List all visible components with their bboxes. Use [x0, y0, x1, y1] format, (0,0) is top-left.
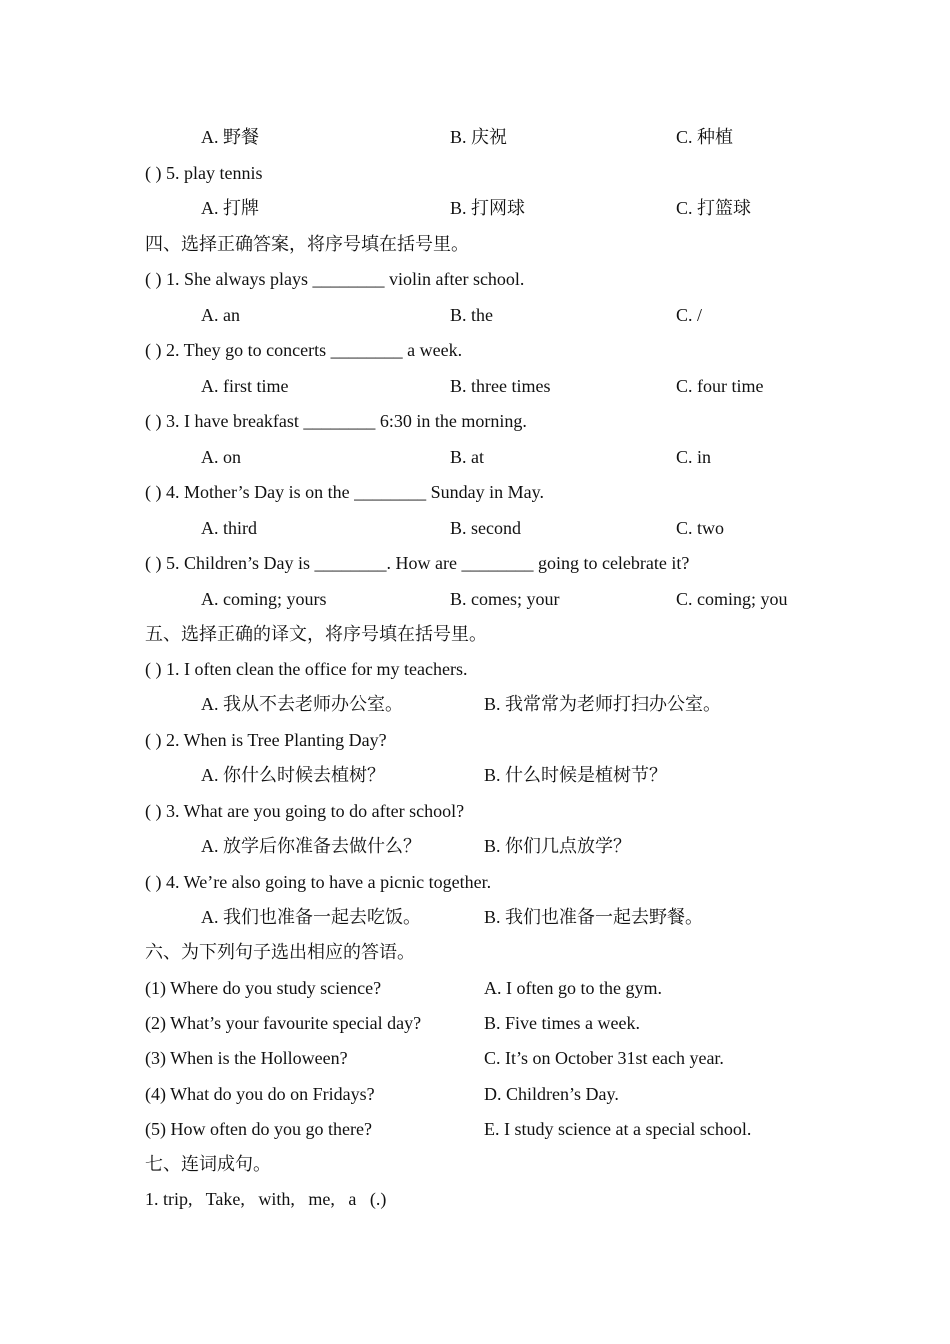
- match-question: (2) What’s your favourite special day?: [145, 1013, 422, 1033]
- option-b: B. 庆祝: [450, 127, 508, 147]
- option-a: A. third: [201, 518, 257, 538]
- match-question: (3) When is the Holloween?: [145, 1048, 348, 1068]
- option-a: A. 野餐: [201, 127, 259, 147]
- question-stem: ( ) 1. I often clean the office for my teachers.: [145, 659, 468, 679]
- option-b: B. 你们几点放学？: [484, 836, 632, 856]
- match-question: (4) What do you do on Fridays?: [145, 1084, 375, 1104]
- section-heading: 五、选择正确的译文，将序号填在括号里。: [145, 624, 487, 644]
- match-answer: E. I study science at a special school.: [484, 1119, 752, 1139]
- section-heading: 四、选择正确答案，将序号填在括号里。: [145, 234, 469, 254]
- match-answer: C. It’s on October 31st each year.: [484, 1048, 724, 1068]
- question-stem: ( ) 2. When is Tree Planting Day?: [145, 730, 387, 750]
- match-answer: B. Five times a week.: [484, 1013, 640, 1033]
- option-b: B. 什么时候是植树节？: [484, 765, 668, 785]
- option-a: A. 我从不去老师办公室。: [201, 694, 403, 714]
- option-b: B. 我常常为老师打扫办公室。: [484, 694, 722, 714]
- question-stem: ( ) 3. I have breakfast ________ 6:30 in the morning.: [145, 411, 527, 431]
- section-heading: 七、连词成句。: [145, 1154, 271, 1174]
- option-b: B. three times: [450, 376, 551, 396]
- option-a: A. 你什么时候去植树？: [201, 765, 385, 785]
- section-heading: 六、为下列句子选出相应的答语。: [145, 942, 415, 962]
- option-b: B. 打网球: [450, 198, 526, 218]
- option-c: C. in: [676, 447, 712, 467]
- match-answer: A. I often go to the gym.: [484, 978, 662, 998]
- option-c: C. two: [676, 518, 725, 538]
- option-c: C. 种植: [676, 127, 734, 147]
- option-a: A. 放学后你准备去做什么？: [201, 836, 421, 856]
- option-c: C. four time: [676, 376, 764, 396]
- option-b: B. 我们也准备一起去野餐。: [484, 907, 704, 927]
- question-stem: ( ) 5. play tennis: [145, 163, 263, 183]
- question-stem: ( ) 4. Mother’s Day is on the ________ Sunday in May.: [145, 482, 544, 502]
- question-stem: ( ) 5. Children’s Day is ________. How are ________ going to celebrate it?: [145, 553, 690, 573]
- match-question: (5) How often do you go there?: [145, 1119, 372, 1139]
- option-a: A. 打牌: [201, 198, 259, 218]
- option-a: A. first time: [201, 376, 289, 396]
- option-a: A. 我们也准备一起去吃饭。: [201, 907, 421, 927]
- match-question: (1) Where do you study science?: [145, 978, 382, 998]
- option-b: B. the: [450, 305, 493, 325]
- word-order-item: 1. trip, Take, with, me, a (.): [145, 1189, 387, 1209]
- option-c: C. /: [676, 305, 703, 325]
- option-b: B. comes; your: [450, 589, 560, 609]
- option-a: A. an: [201, 305, 240, 325]
- match-answer: D. Children’s Day.: [484, 1084, 619, 1104]
- option-b: B. second: [450, 518, 521, 538]
- question-stem: ( ) 3. What are you going to do after school?: [145, 801, 465, 821]
- question-stem: ( ) 1. She always plays ________ violin after school.: [145, 269, 525, 289]
- option-b: B. at: [450, 447, 484, 467]
- option-c: C. coming; you: [676, 589, 788, 609]
- question-stem: ( ) 4. We’re also going to have a picnic together.: [145, 872, 492, 892]
- question-stem: ( ) 2. They go to concerts ________ a week.: [145, 340, 463, 360]
- option-c: C. 打篮球: [676, 198, 752, 218]
- option-a: A. coming; yours: [201, 589, 327, 609]
- option-a: A. on: [201, 447, 241, 467]
